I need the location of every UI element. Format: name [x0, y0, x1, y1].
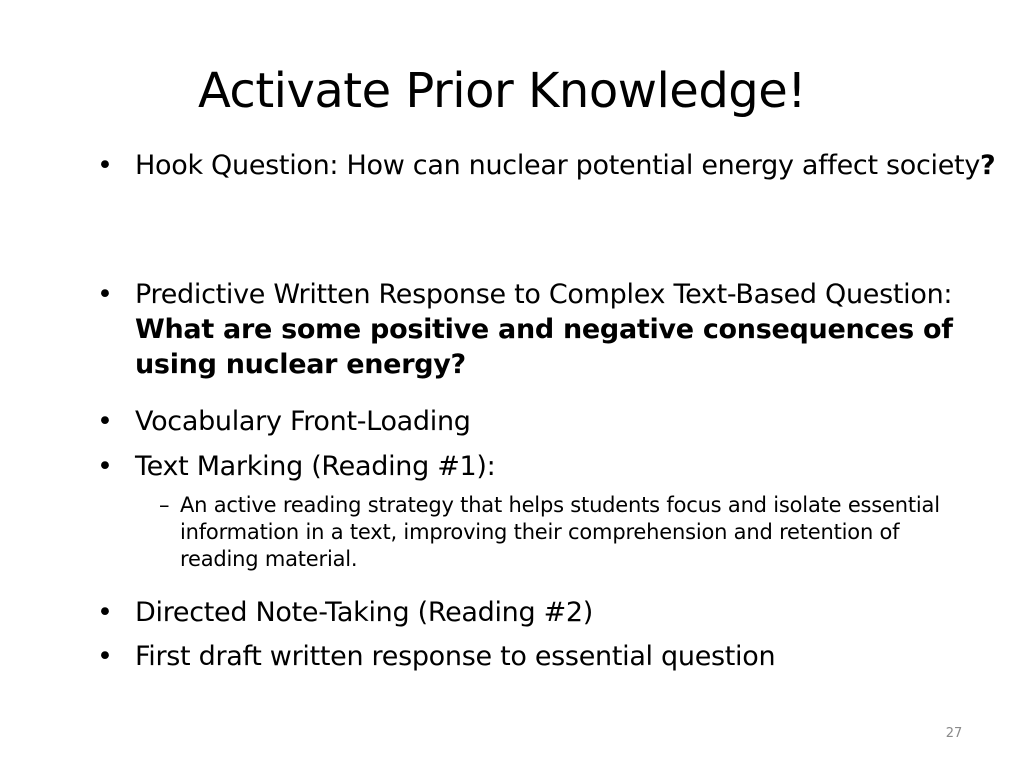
bullet-text: Vocabulary Front-Loading: [135, 406, 471, 437]
bullet-item: [97, 277, 997, 382]
bullet-item: [97, 148, 997, 183]
sub-bullet-item: [159, 492, 979, 573]
slide-number: 27: [945, 726, 963, 741]
sub-bullet-text: An active reading strategy that helps students focus and isolate essential information in a text, improving their comprehension and retention of reading material.: [180, 493, 940, 571]
bullet-marker: •: [97, 451, 113, 482]
bullet-item: [97, 449, 997, 484]
bullet-marker: •: [97, 641, 113, 672]
bullet-marker: •: [97, 279, 113, 310]
sub-bullet-marker: –: [159, 493, 170, 517]
bullet-marker: •: [97, 150, 113, 181]
bullet-text: Hook Question: How can nuclear potential energy affect society?: [135, 150, 996, 181]
bullet-text: First draft written response to essential question: [135, 641, 776, 672]
slide-title: Activate Prior Knowledge!: [197, 63, 807, 119]
bullet-item: [97, 639, 997, 674]
bullet-marker: •: [97, 597, 113, 628]
bullet-text: Text Marking (Reading #1):: [135, 451, 496, 482]
bullet-item: [97, 595, 997, 630]
bullet-text: Directed Note-Taking (Reading #2): [135, 597, 594, 628]
bullet-text: Predictive Written Response to Complex Text-Based Question: What are some positive and negative consequences of using nuclear energy?: [135, 279, 953, 380]
bullet-marker: •: [97, 406, 113, 437]
bullet-item: [97, 404, 997, 439]
